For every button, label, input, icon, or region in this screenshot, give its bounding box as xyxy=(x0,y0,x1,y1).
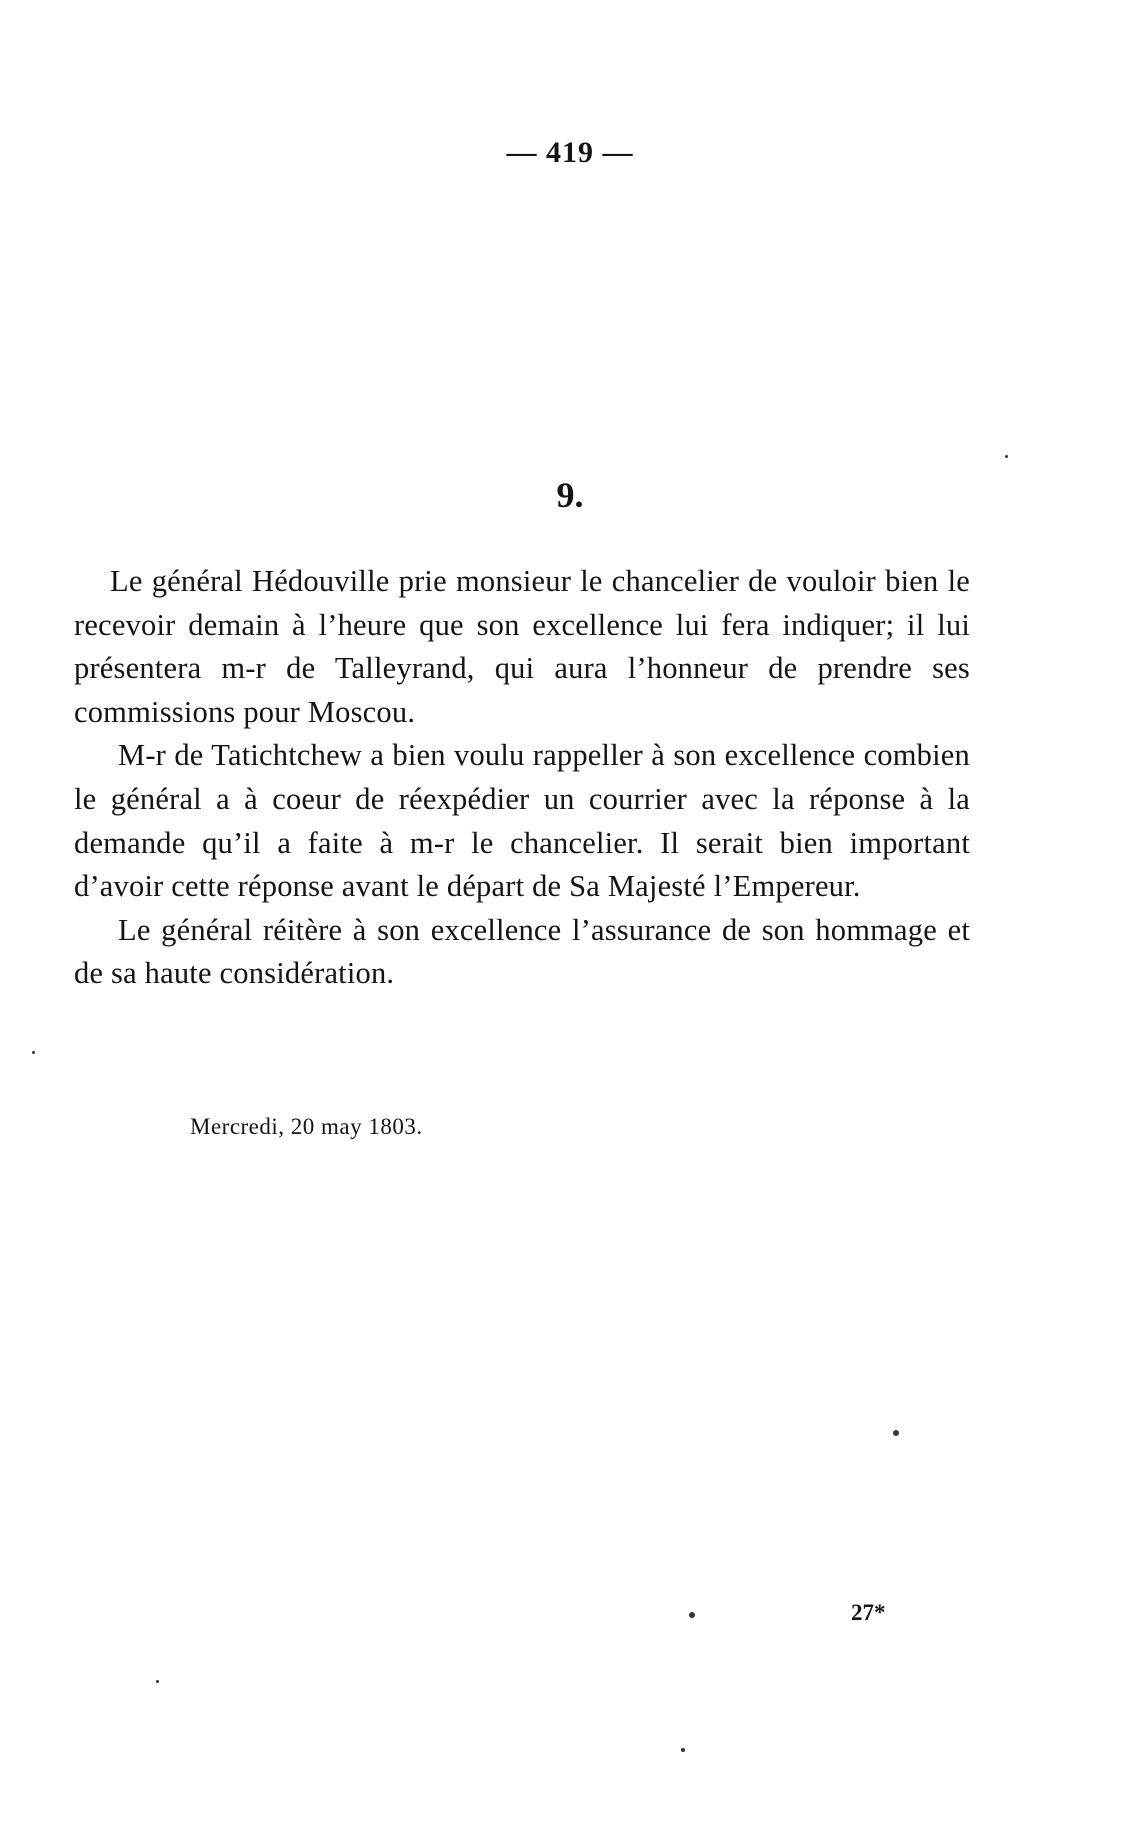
paragraph-2: M-r de Tatichtchew a bien voulu rappeller à son excellence combien le général a à coeur de réexpédier un courrier avec la réponse à la demande qu’il a faite à m-r le chancelier. Il serait bien important d’avoir cette réponse avant le départ de Sa Majesté l’Empereur. xyxy=(74,738,970,904)
scan-speck xyxy=(893,1430,899,1436)
scan-speck xyxy=(156,1680,159,1683)
date-line: Mercredi, 20 may 1803. xyxy=(190,1114,423,1139)
scan-speck xyxy=(32,1051,35,1054)
signature-mark: 27* xyxy=(851,1600,886,1625)
letter-body xyxy=(74,560,970,996)
page-number: — 419 — xyxy=(506,136,634,169)
section-number: 9. xyxy=(556,475,584,515)
scan-speck xyxy=(1005,455,1008,458)
paragraph-3: Le général réitère à son excellence l’assurance de son hommage et de sa haute considération. xyxy=(74,912,970,991)
paragraph-1: Le général Hédouville prie monsieur le chancelier de vouloir bien le recevoir demain à l’heure que son excellence lui fera indiquer; il lui présentera m-r de Talleyrand, qui aura l’honneur de prendre ses commissions pour Moscou. xyxy=(74,564,970,729)
scan-speck xyxy=(689,1612,695,1618)
scan-speck xyxy=(681,1748,685,1752)
